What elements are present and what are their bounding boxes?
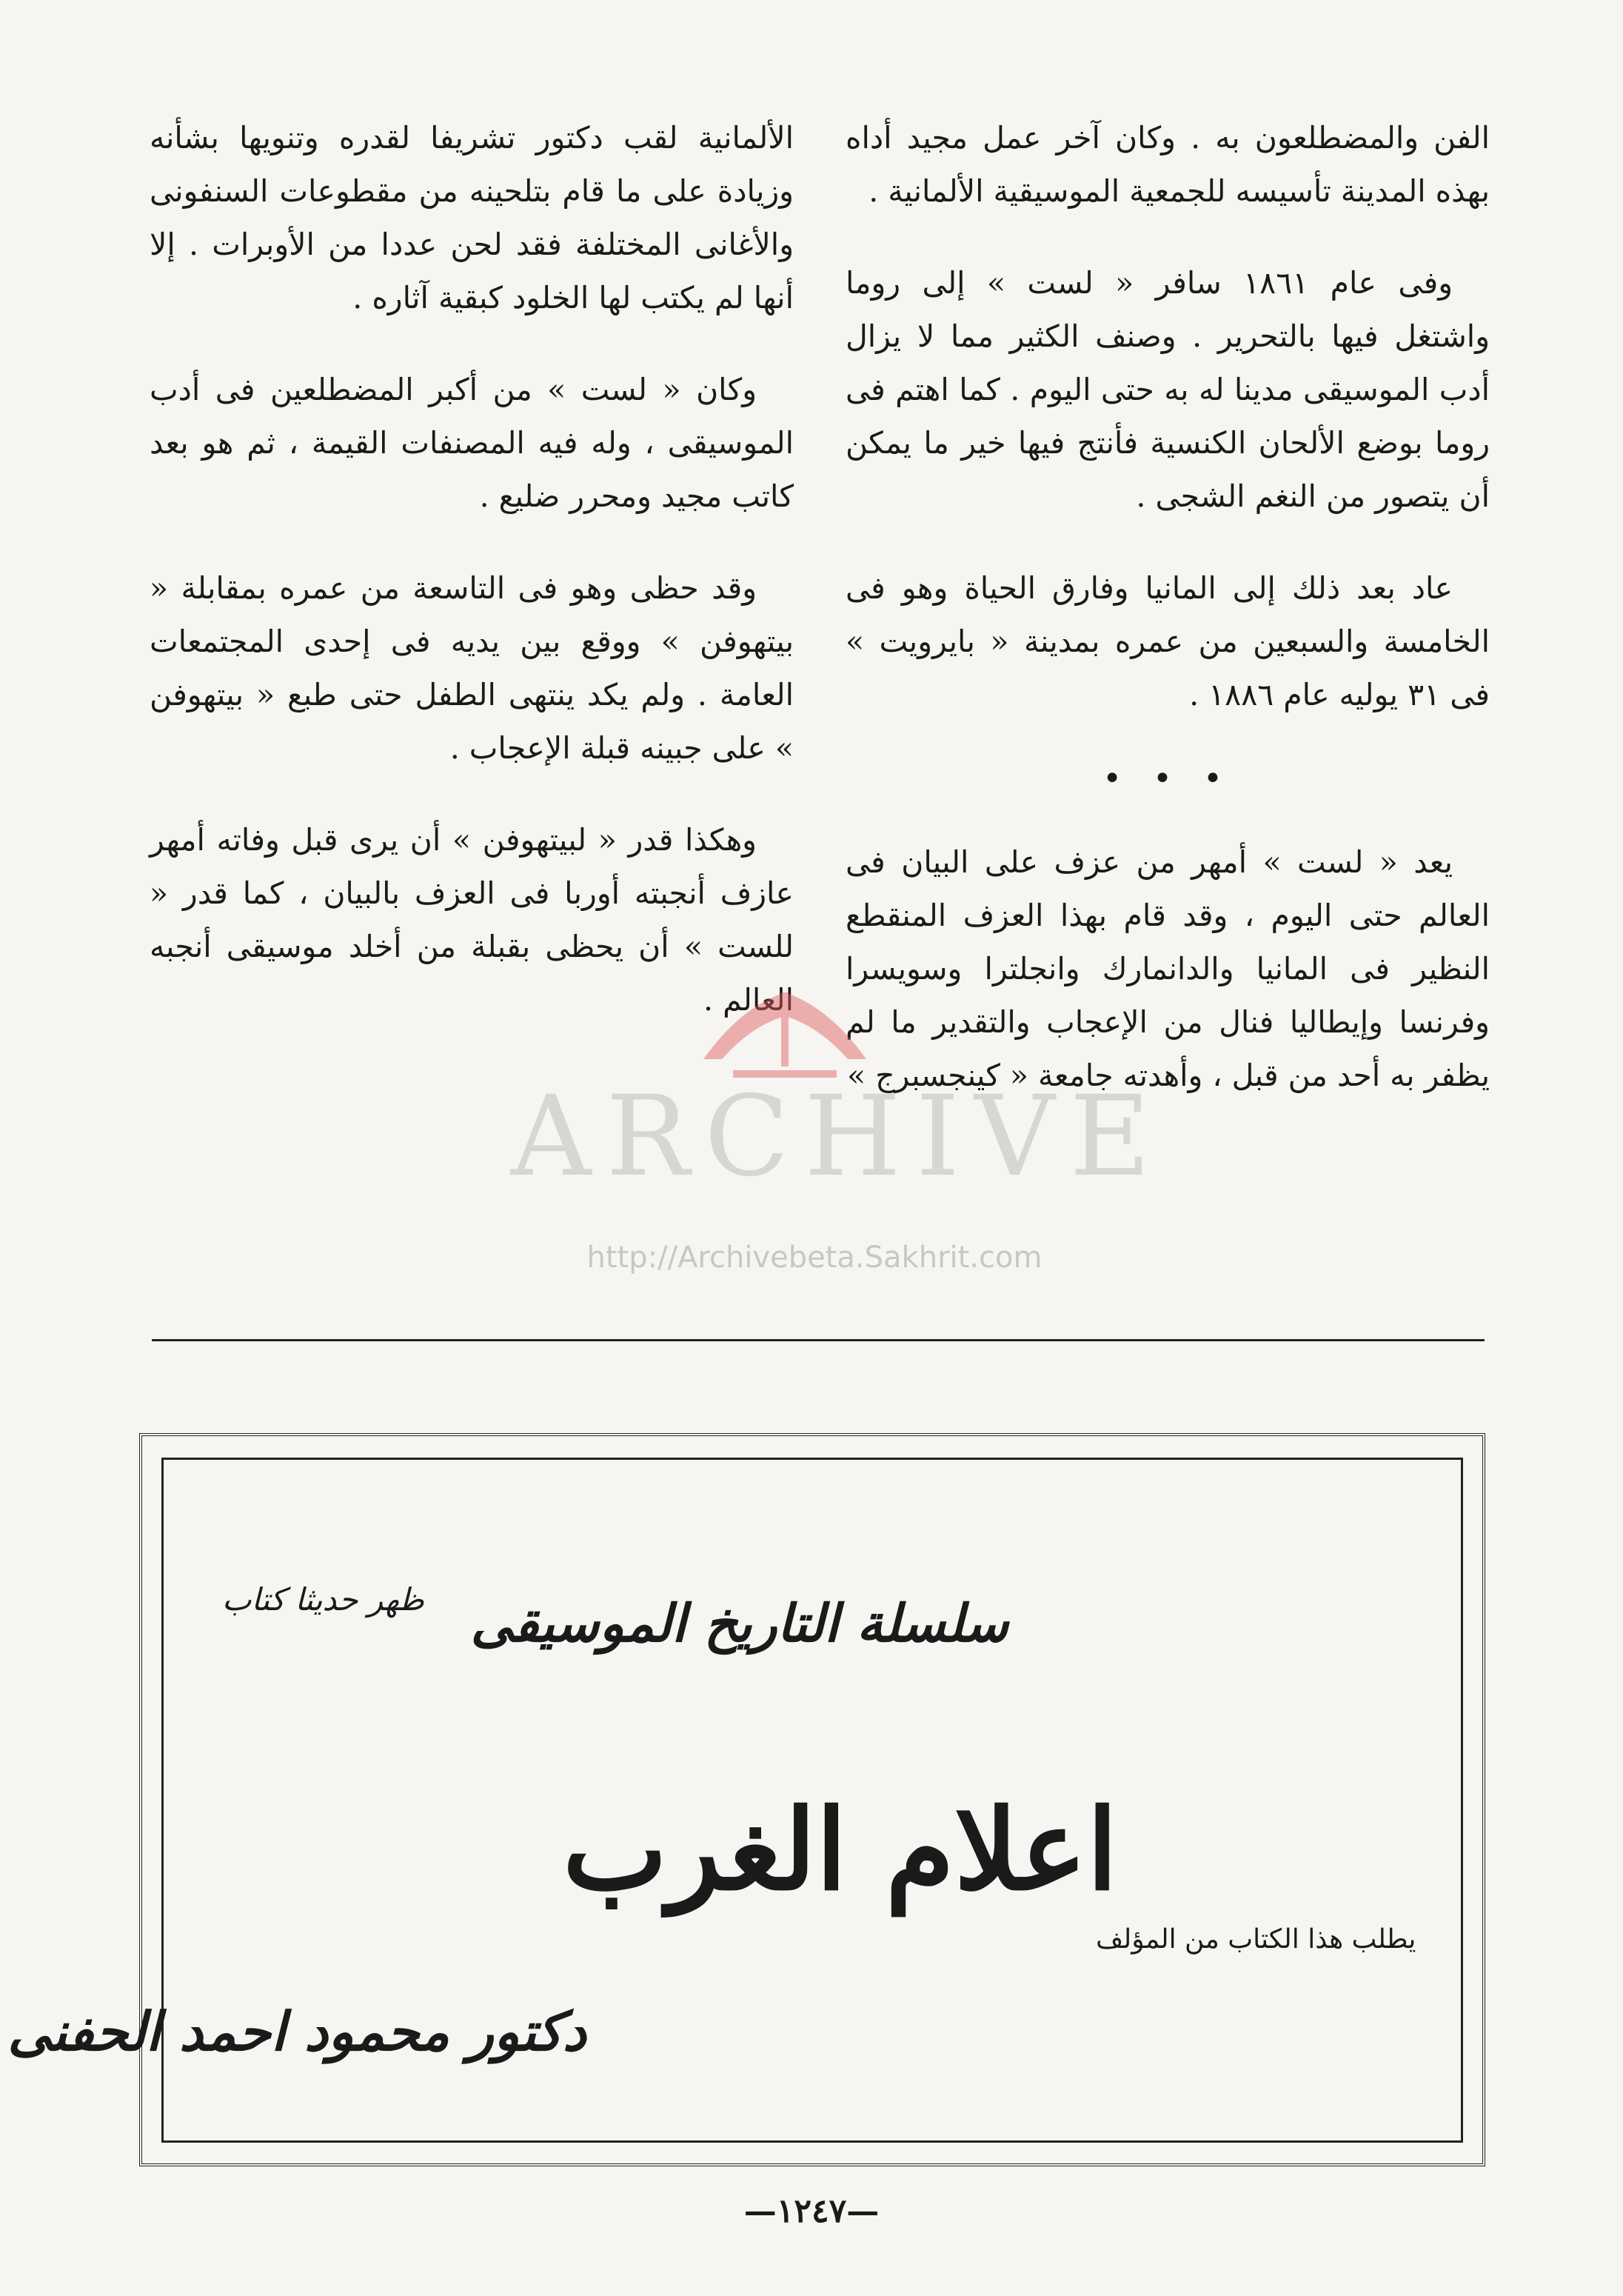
paragraph: وكان « لست » من أكبر المضطلعين فى أدب الموسيقى ، وله فيه المصنفات القيمة ، ثم هو بعد كاتب مجيد ومحرر ضليع . <box>150 372 794 514</box>
paragraph: الفن والمضطلعون به . وكان آخر عمل مجيد أداه بهذه المدينة تأسيسه للجمعية الموسيقية الألمانية . <box>846 120 1490 209</box>
paragraph: وهكذا قدر « لبيتهوفن » أن يرى قبل وفاته أمهر عازف أنجبته أوربا فى العزف بالبيان ، كما قدر « للست » أن يحظى بقبلة من أخلد موسيقى أنجبه العالم . <box>150 822 794 1018</box>
published-note: ظهر حديثا كتاب <box>222 1581 424 1618</box>
archive-logo-icon <box>689 963 881 1081</box>
text-column-right <box>846 111 1490 1141</box>
paragraph: يعد « لست » أمهر من عزف على البيان فى العالم حتى اليوم ، وقد قام بهذا العزف المنقطع النظير فى المانيا والدانمارك وانجلترا وسويسرا وفرنسا وإيطاليا فنال من الإعجاب والتقدير ما لم يظفر به أحد من قبل ، وأهدته جامعة « كينجسبرج » <box>846 844 1490 1093</box>
order-note: يطلب هذا الكتاب من المؤلف <box>1096 1924 1416 1955</box>
text-column-left <box>150 111 794 1065</box>
watermark-word: ARCHIVE <box>511 1072 1165 1201</box>
book-author: دكتور محمود احمد الحفنى <box>7 2000 586 2063</box>
page-number: —١٢٤٧— <box>743 2192 880 2230</box>
section-separator: • • • <box>1102 760 1233 798</box>
book-title: اعلام الغرب <box>563 1785 1118 1915</box>
paragraph: الألمانية لقب دكتور تشريفا لقدره وتنويها بشأنه وزيادة على ما قام بتلحينه من مقطوعات السنفونى والأغانى المختلفة فقد لحن عددا من الأوبرات . إلا أنها لم يكتب لها الخلود كبقية آثاره . <box>150 120 794 316</box>
watermark-url: http://Archivebeta.Sakhrit.com <box>586 1241 1043 1275</box>
paragraph: وقد حظى وهو فى التاسعة من عمره بمقابلة « بيتهوفن » ووقع بين يديه فى إحدى المجتمعات العامة . ولم يكد ينتهى الطفل حتى طبع « بيتهوفن » على جبينه قبلة الإعجاب . <box>150 570 794 766</box>
paragraph: وفى عام ١٨٦١ سافر « لست » إلى روما واشتغل فيها بالتحرير . وصنف الكثير مما لا يزال أدب الموسيقى مدينا له به حتى اليوم . كما اهتم فى روما بوضع الألحان الكنسية فأنتج فيها خير ما يمكن أن يتصور من النغم الشجى . <box>846 265 1490 514</box>
book-series-title: سلسلة التاريخ الموسيقى <box>470 1592 1008 1654</box>
paragraph: عاد بعد ذلك إلى المانيا وفارق الحياة وهو فى الخامسة والسبعين من عمره بمدينة « بايرويت » فى ٣١ يوليه عام ١٨٨٦ . <box>846 570 1490 713</box>
section-divider <box>152 1339 1485 1341</box>
